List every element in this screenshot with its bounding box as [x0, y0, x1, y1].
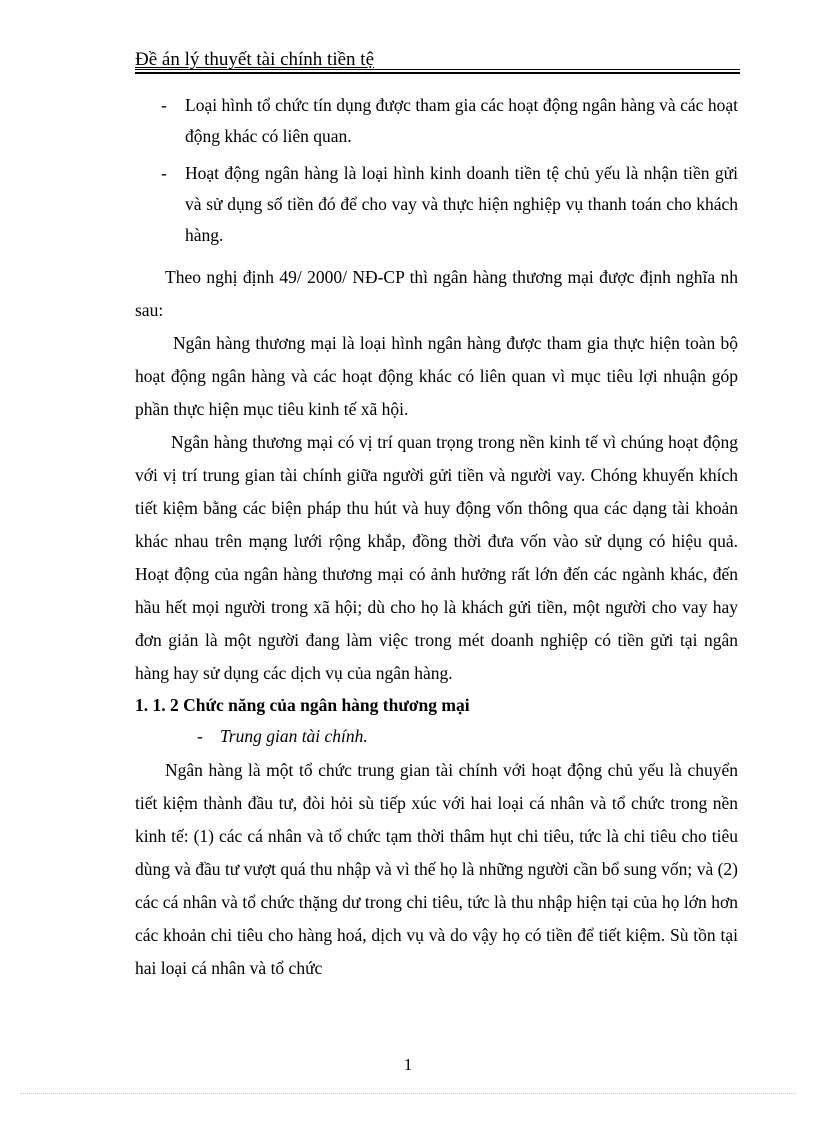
page-header: [135, 48, 740, 74]
paragraph-role: Ngân hàng thương mại có vị trí quan trọng trong nền kinh tế vì chúng hoạt động với vị trí trung gian tài chính giữa người gửi tiền và người vay. Chóng khuyến khích tiết kiệm bằng các biện pháp thu hút và huy động vốn thông qua các dạng tài khoản khác nhau trên mạng lưới rộng khắp, đồng thời đưa vốn vào sử dụng có hiệu quả. Hoạt động của ngân hàng thương mại có ảnh hưởng rất lớn đến các ngành khác, đến hầu hết mọi người trong xã hội; dù cho họ là khách gửi tiền, một người cho vay hay đơn giản là một người đang làm việc trong mét doanh nghiệp có tiền gửi tại ngân hàng hay sử dụng các dịch vụ của ngân hàng.: [135, 432, 738, 683]
page-bottom-divider: [20, 1093, 796, 1094]
paragraph-definition: Ngân hàng thương mại là loại hình ngân hàng được tham gia thực hiện toàn bộ hoạt động ngân hàng và các hoạt động khác có liên quan vì mục tiêu lợi nhuận góp phần thực hiện mục tiêu kinh tế xã hội.: [135, 333, 738, 419]
document-body: [135, 90, 738, 985]
bullet-dash: -: [161, 163, 167, 183]
section-heading: 1. 1. 2 Chức năng của ngân hàng thương mại: [135, 695, 470, 715]
bullet-text: Loại hình tổ chức tín dụng được tham gia các hoạt động ngân hàng và các hoạt động khác có liên quan.: [185, 95, 738, 146]
page-number: 1: [403, 1055, 413, 1074]
paragraph-intermediary: Ngân hàng là một tổ chức trung gian tài chính với hoạt động chủ yếu là chuyển tiết kiệm thành đầu tư, đòi hỏi sù tiếp xúc với hai loại cá nhân và tổ chức trong nền kinh tế: (1) các cá nhân và tổ chức tạm thời thâm hụt chi tiêu, tức là chi tiêu cho tiêu dùng và đầu tư vượt quá thu nhập và vì thế họ là những người cần bổ sung vốn; và (2) các cá nhân và tổ chức thặng dư trong chi tiêu, tức là thu nhập hiện tại của họ lớn hơn các khoản chi tiêu cho hàng hoá, dịch vụ và do vậy họ có tiền để tiết kiệm. Sù tồn tại hai loại cá nhân và tổ chức: [135, 760, 738, 978]
document-title: Đề án lý thuyết tài chính tiền tệ: [135, 49, 375, 70]
header-rule: [135, 69, 740, 70]
sub-bullet-item: [135, 720, 738, 752]
bullet-text: Hoạt động ngân hàng là loại hình kinh doanh tiền tệ chủ yếu là nhận tiền gửi và sử dụng số tiền đó để cho vay và thực hiện nghiệp vụ thanh toán cho khách hàng.: [185, 163, 738, 245]
sub-bullet-text: Trung gian tài chính.: [220, 726, 368, 746]
bullet-dash: -: [161, 95, 167, 115]
sub-bullet-dash: -: [197, 726, 203, 746]
bullet-item: [135, 158, 738, 251]
bullet-item: [135, 90, 738, 152]
header-rule-thick: [135, 72, 740, 74]
paragraph-definition-intro: Theo nghị định 49/ 2000/ NĐ-CP thì ngân hàng thương mại được định nghĩa nh sau:: [135, 267, 738, 320]
